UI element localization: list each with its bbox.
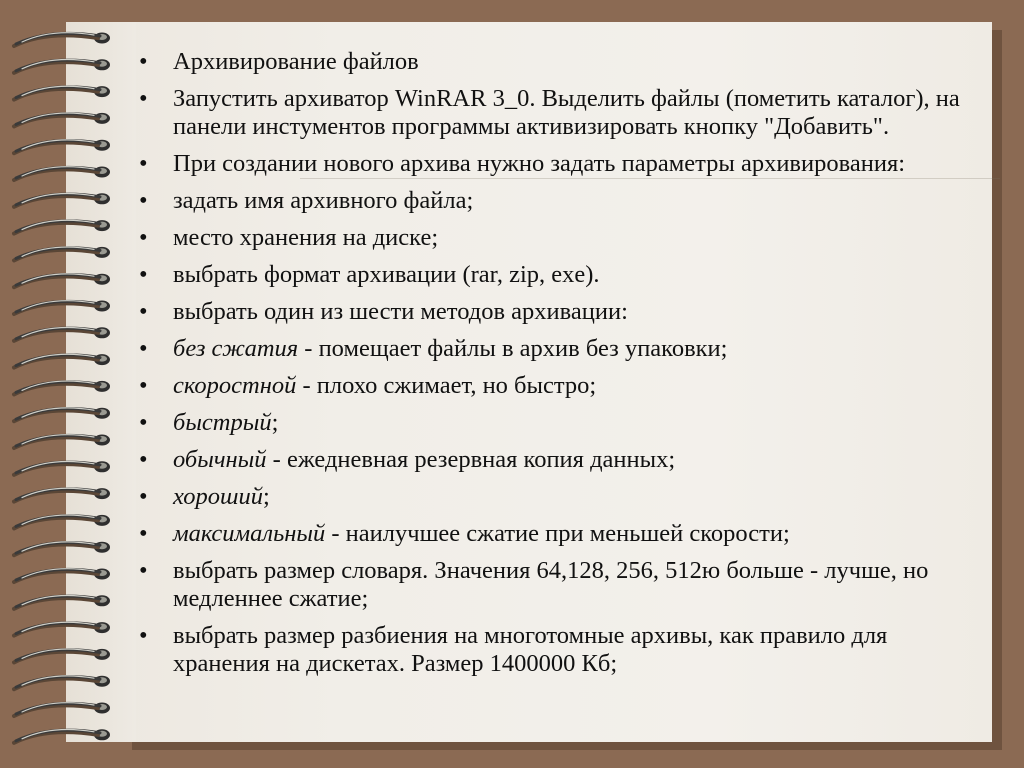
spiral-ring-icon	[14, 327, 110, 341]
spiral-ring-icon	[14, 140, 110, 154]
bullet-icon: •	[139, 372, 148, 399]
list-item	[135, 335, 985, 363]
list-item	[135, 409, 985, 437]
spiral-ring-icon	[14, 703, 110, 717]
bullet-icon: •	[139, 409, 148, 436]
text-run: выбрать один из шести методов архивации:	[173, 298, 628, 325]
list-item	[135, 557, 985, 613]
bullet-icon: •	[139, 187, 148, 214]
text-run: Запустить архиватор WinRAR 3_0. Выделить файлы (пометить каталог), на панели инстументов программы активизировать кнопку "Добавить".	[173, 85, 960, 140]
spiral-ring-icon	[14, 113, 110, 127]
list-item	[135, 187, 985, 215]
list-item-text	[173, 483, 270, 510]
spiral-ring-icon	[14, 542, 110, 556]
list-item	[135, 622, 985, 678]
method-name: скоростной	[173, 372, 297, 399]
spiral-ring-icon	[14, 461, 110, 475]
list-item	[135, 150, 985, 178]
spiral-ring-icon	[14, 649, 110, 663]
list-item	[135, 298, 985, 326]
text-run: - ежедневная резервная копия данных;	[266, 446, 676, 473]
list-item-text	[173, 335, 727, 362]
bullet-list	[135, 48, 985, 678]
list-item-text	[173, 446, 675, 473]
spiral-ring-icon	[14, 676, 110, 690]
spiral-ring-icon	[14, 220, 110, 234]
spiral-ring-icon	[14, 569, 110, 583]
list-item	[135, 261, 985, 289]
list-item	[135, 48, 985, 76]
spiral-ring-icon	[14, 193, 110, 207]
text-run: место хранения на диске;	[173, 224, 439, 251]
bullet-icon: •	[139, 335, 148, 362]
bullet-icon: •	[139, 483, 148, 510]
text-run: выбрать размер словаря. Значения 64,128, 256, 512ю больше - лучше, но медленнее сжатие;	[173, 557, 929, 612]
list-item-text	[173, 224, 438, 251]
spiral-ring-icon	[14, 381, 110, 395]
spiral-ring-icon	[14, 86, 110, 100]
bullet-icon: •	[139, 261, 148, 288]
spiral-ring-icon	[14, 729, 110, 743]
slide-content	[135, 48, 985, 687]
bullet-icon: •	[139, 85, 148, 112]
spiral-ring-icon	[14, 59, 110, 73]
spiral-ring-icon	[14, 33, 110, 47]
bullet-icon: •	[139, 520, 148, 547]
text-run: - наилучшее сжатие при меньшей скорости;	[325, 520, 790, 547]
bullet-icon: •	[139, 446, 148, 473]
list-item	[135, 85, 985, 141]
method-name: максимальный	[173, 520, 326, 547]
spiral-ring-icon	[14, 274, 110, 288]
bullet-icon: •	[139, 224, 148, 251]
bullet-icon: •	[139, 48, 148, 75]
spiral-ring-icon	[14, 167, 110, 181]
list-item	[135, 446, 985, 474]
list-item	[135, 483, 985, 511]
text-run: - плохо сжимает, но быстро;	[296, 372, 597, 399]
spiral-ring-icon	[14, 408, 110, 422]
method-name: быстрый	[173, 409, 272, 436]
bullet-icon: •	[139, 298, 148, 325]
spiral-ring-icon	[14, 488, 110, 502]
spiral-ring-icon	[14, 247, 110, 261]
spiral-ring-icon	[14, 301, 110, 315]
list-item-text	[173, 85, 960, 140]
list-item	[135, 224, 985, 252]
list-item-text	[173, 261, 600, 288]
list-item-text	[173, 187, 473, 214]
bullet-icon: •	[139, 622, 148, 649]
spiral-ring-icon	[14, 435, 110, 449]
list-item-text	[173, 48, 419, 75]
list-item-text	[173, 150, 905, 177]
text-run: ;	[263, 483, 270, 510]
spiral-binding	[6, 20, 124, 750]
list-item-text	[173, 622, 887, 677]
method-name: обычный	[173, 446, 267, 473]
list-item	[135, 520, 985, 548]
list-item-text	[173, 557, 928, 612]
spiral-ring-icon	[14, 622, 110, 636]
spiral-ring-icon	[14, 595, 110, 609]
list-item	[135, 372, 985, 400]
list-item-text	[173, 298, 628, 325]
text-run: задать имя архивного файла;	[173, 187, 474, 214]
method-name: хороший	[173, 483, 264, 510]
text-run: - помещает файлы в архив без упаковки;	[298, 335, 728, 362]
text-run: выбрать размер разбиения на многотомные архивы, как правило для хранения на дискетах. Размер 1400000 Кб;	[173, 622, 888, 677]
list-item-text	[173, 409, 278, 436]
text-run: ;	[271, 409, 279, 436]
bullet-icon: •	[139, 150, 148, 177]
text-run: При создании нового архива нужно задать параметры архивирования:	[173, 150, 906, 177]
spiral-ring-icon	[14, 515, 110, 529]
text-run: Архивирование файлов	[173, 48, 419, 75]
method-name: без сжатия	[173, 335, 299, 362]
spiral-ring-icon	[14, 354, 110, 368]
text-run: выбрать формат архивации (rar, zip, exe).	[173, 261, 600, 288]
bullet-icon: •	[139, 557, 148, 584]
list-item-text	[173, 520, 790, 547]
list-item-text	[173, 372, 596, 399]
